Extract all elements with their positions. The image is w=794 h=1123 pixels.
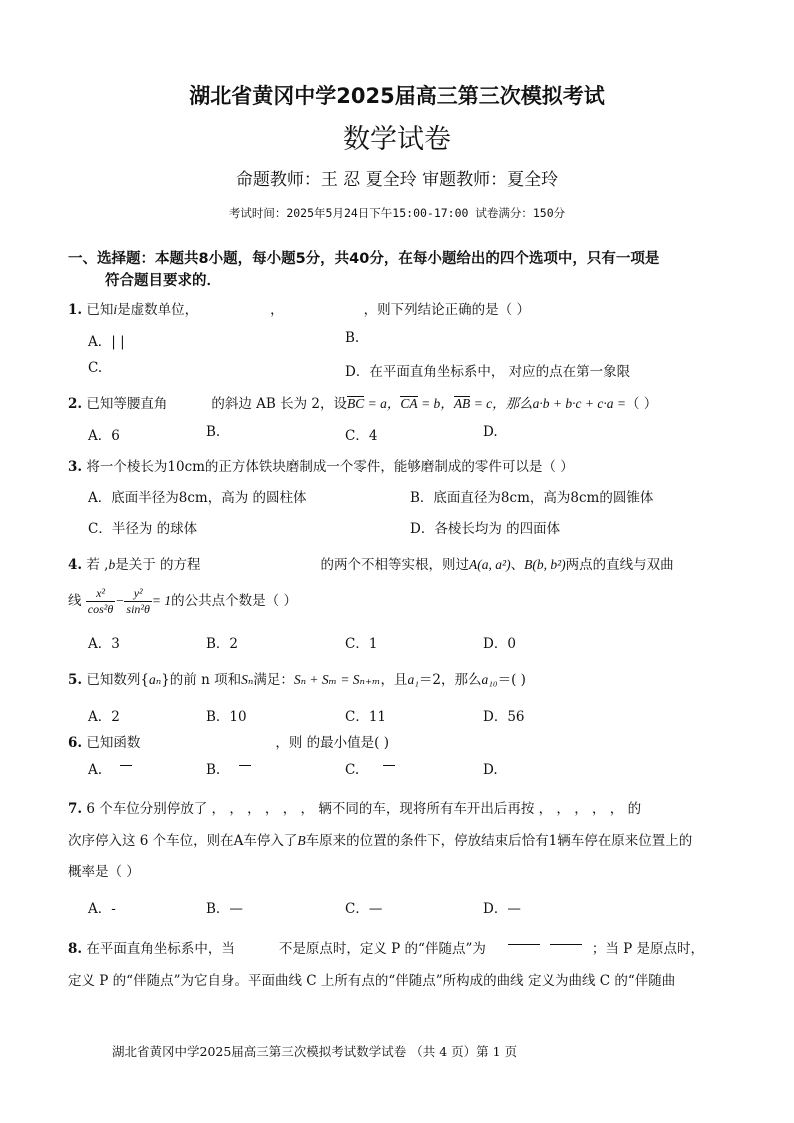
q5-sn: Sₙ (241, 672, 254, 687)
question-number: 4. (68, 557, 83, 573)
q4-option-d: D．0 (483, 636, 516, 652)
q7-line2-b: 车停入了 (243, 833, 298, 849)
q1-imag-unit: i (113, 302, 118, 317)
q3-option-d: D．各棱长均为 的四面体 (410, 521, 561, 537)
q7-option-b: B．— (206, 901, 243, 917)
q5-option-d: D．56 (483, 709, 525, 725)
q7-line2-a: 次序停入这 6 个车位，则在 (68, 833, 234, 849)
q6-text-a: 已知函数 (86, 735, 141, 751)
q4-option-b: B．2 (206, 636, 239, 652)
q7-option-c: C．— (345, 901, 383, 917)
q2-text-b: 的斜边 AB 长为 2，设 (211, 396, 348, 412)
q2-eq-b: = b， (417, 396, 454, 411)
question-number: 2. (68, 396, 83, 412)
q5-text-a: 已知数列{ (86, 672, 149, 688)
q3-text: 将一个棱长为10cm的正方体铁块磨制成一个零件，能够磨制成的零件可以是（ ） (86, 459, 574, 475)
q8-line1-b: 不是原点时，定义 P 的“伴随点”为 (278, 941, 486, 957)
exam-title: 湖北省黄冈中学2025届高三第三次模拟考试 (189, 84, 605, 108)
q2-eq-c: = c，那么 (470, 396, 533, 411)
question-1 (68, 298, 530, 318)
q8-line1-a: 在平面直角坐标系中，当 (86, 941, 235, 957)
q7-option-a: A．- (88, 901, 116, 917)
q2-vector-bc: BC (347, 396, 365, 411)
section-heading (68, 248, 738, 292)
q2-option-b: B. (206, 424, 221, 440)
q4-frac2-num: y² (124, 586, 152, 602)
q4-line2-a: 线 (68, 593, 82, 609)
q5-option-b: B．10 (206, 709, 247, 725)
q6-option-c (345, 762, 395, 778)
q5-text-b: }的前 n 项和 (161, 672, 242, 688)
q5-option-c: C．11 (345, 709, 387, 725)
question-6 (68, 731, 389, 751)
q2-option-a: A．6 (88, 428, 120, 444)
q3-option-c: C．半径为 的球体 (88, 521, 198, 537)
question-7 (68, 797, 641, 817)
q6-option-c-label: C. (345, 762, 360, 778)
question-2 (68, 392, 657, 412)
sqrt-icon (550, 944, 582, 955)
q4-frac2-den: sin²θ (126, 602, 150, 616)
q4-text-e: 两点的直线与双曲 (565, 557, 674, 573)
q1-text-a: 已知 (86, 302, 114, 318)
q6-option-b (206, 762, 251, 778)
q8-line-2: 定义 P 的“伴随点”为它自身。平面曲线 C 上所有点的“伴随点”所构成的曲线 定义为曲线 C 的“伴随曲 (68, 973, 676, 989)
q1-option-b: B. (345, 330, 360, 346)
question-4 (68, 553, 674, 573)
question-number: 5. (68, 672, 83, 688)
question-3 (68, 455, 574, 475)
q2-option-c: C．4 (345, 428, 378, 444)
q2-option-d: D. (483, 424, 498, 440)
q7-car-b: B (297, 833, 306, 848)
q2-tail: （ ） (626, 396, 658, 412)
q5-a10: a₁₀ (481, 672, 498, 687)
q6-option-a-label: A. (88, 762, 103, 778)
q7-line1-c: 的 (627, 801, 642, 817)
q4-line2-b: 的公共点个数是（ ） (171, 593, 297, 609)
q1-sep: ， (270, 302, 284, 318)
q7-line-2 (68, 829, 692, 849)
q2-dot-expression: a·b + b·c + c·a = (532, 396, 626, 411)
page-footer: 湖北省黄冈中学2025届高三第三次模拟考试数学试卷 （共 4 页）第 1 页 (112, 1044, 518, 1059)
question-number: 8. (68, 941, 83, 957)
question-8 (68, 937, 704, 957)
q4-point-a: A(a, a²) (469, 557, 511, 572)
q7-line2-c: 车原来的位置的条件下，停放结束后恰有1辆车停在原来位置上的 (305, 833, 693, 849)
question-5 (68, 668, 526, 688)
q4-eq1: = 1 (151, 593, 172, 608)
q1-option-c: C. (88, 360, 103, 376)
section-heading-line1: 一、选择题：本题共8小题，每小题5分，共40分，在每小题给出的四个选项中，只有一项是 (68, 251, 660, 267)
q4-fraction-y (124, 586, 152, 617)
q7-car-a: A (233, 833, 244, 849)
question-number: 6. (68, 735, 83, 751)
q4-point-b: B(b, b²) (524, 557, 566, 572)
exam-authors: 命题教师：王 忍 夏全玲 审题教师：夏全玲 (235, 170, 559, 190)
q6-text-b: ，则 的最小值是( ) (275, 735, 390, 751)
q7-line-3: 概率是（ ） (68, 864, 140, 880)
q5-option-a: A．2 (88, 709, 120, 725)
sqrt-icon (120, 765, 132, 776)
q2-text-a: 已知等腰直角 (86, 396, 168, 412)
question-number: 3. (68, 459, 83, 475)
q4-fraction-x (86, 586, 116, 617)
q1-option-a: A．| | (88, 334, 125, 350)
q4-option-c: C．1 (345, 636, 378, 652)
q6-option-d: D. (483, 762, 498, 778)
q7-line1-a: 6 个车位分别停放了 ， ， ， ， ， ， (86, 801, 315, 817)
exam-info: 考试时间：2025年5月24日下午15:00-17:00 试卷满分：150分 (228, 206, 566, 220)
q3-option-a: A．底面半径为8cm，高为 的圆柱体 (88, 490, 307, 506)
sqrt-icon (239, 765, 251, 776)
q4-var-b: b (108, 557, 116, 572)
q1-text-b: 是虚数单位， (117, 302, 199, 318)
q5-text-e: ＝2，那么 (418, 672, 482, 688)
q5-text-c: 满足： (253, 672, 294, 688)
q4-frac1-num: x² (86, 586, 116, 602)
sqrt-icon (508, 944, 540, 955)
q5-an: aₙ (148, 672, 162, 687)
q2-vector-ab: AB (453, 396, 471, 411)
q5-text-f: ＝( ) (497, 672, 526, 688)
q4-text-c: 是关于 的方程 (115, 557, 201, 573)
sqrt-icon (383, 765, 395, 776)
q2-eq-a: = a， (364, 396, 401, 411)
q8-line1-c: ；当 P 是原点时， (591, 941, 705, 957)
q5-a1: a₁ (407, 672, 419, 687)
q4-option-a: A．3 (88, 636, 120, 652)
question-number: 7. (68, 801, 83, 817)
q4-frac1-den: cos²θ (87, 602, 114, 616)
q7-line1-b: 辆不同的车，现将所有车开出后再按 ， ， ， ， ， (318, 801, 624, 817)
q4-minus: − (115, 593, 125, 608)
q4-text-a: 若 , (86, 557, 109, 573)
q1-text-c: ，则下列结论正确的是（ ） (363, 302, 530, 318)
q2-vector-ca: CA (400, 396, 418, 411)
q7-option-d: D．— (483, 901, 521, 917)
q6-option-b-label: B. (206, 762, 221, 778)
q4-sep: 、 (510, 557, 525, 573)
q4-text-d: 的两个不相等实根，则过 (320, 557, 470, 573)
q4-line-2 (68, 586, 297, 617)
q5-formula: Sₙ + Sₘ = Sₙ₊ₘ (293, 672, 381, 687)
section-heading-line2: 符合题目要求的． (105, 273, 221, 289)
question-number: 1. (68, 302, 83, 318)
q3-option-b: B．底面直径为8cm，高为8cm的圆锥体 (410, 490, 654, 506)
q6-option-a (88, 762, 132, 778)
q5-text-d: ，且 (380, 672, 408, 688)
exam-subtitle: 数学试卷 (343, 124, 451, 155)
q1-option-d: D．在平面直角坐标系中， 对应的点在第一象限 (345, 364, 631, 380)
